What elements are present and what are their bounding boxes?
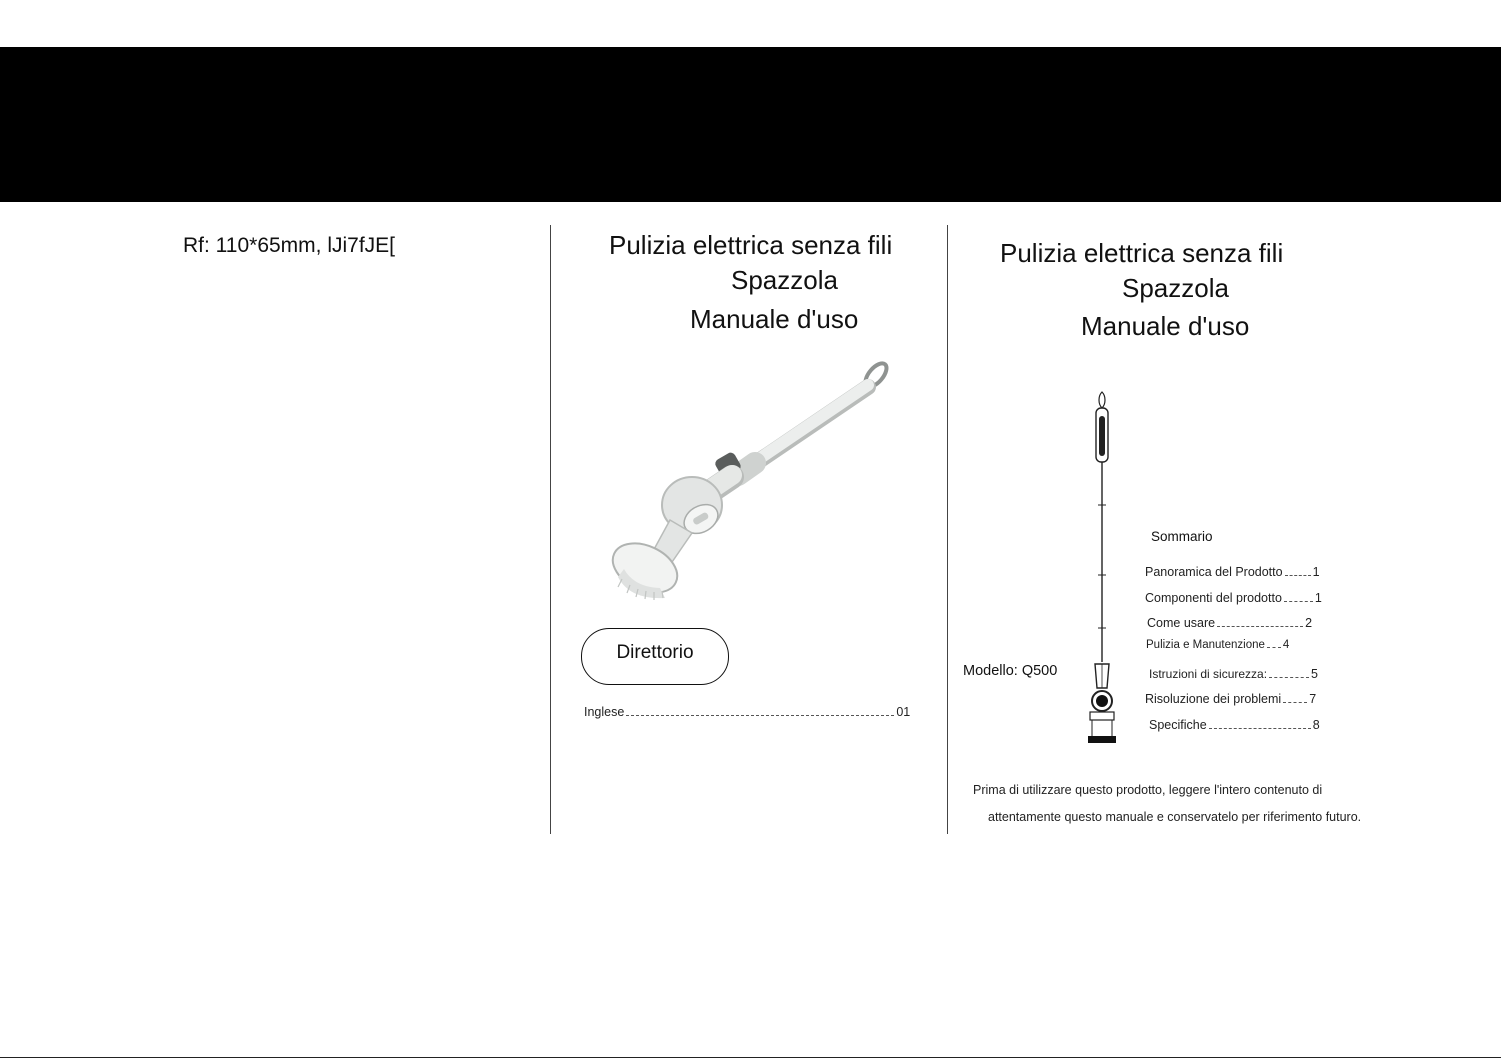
manual-title-line3: Manuale d'uso <box>1081 311 1250 341</box>
product-line-drawing <box>1080 390 1124 748</box>
language-label: Inglese <box>584 705 625 719</box>
column-divider-right <box>947 225 948 834</box>
model-label: Modello: Q500 <box>963 663 1058 679</box>
toc-item[interactable]: Istruzioni di sicurezza: 5 <box>1149 667 1318 681</box>
toc-item[interactable]: Come usare 2 <box>1147 616 1313 630</box>
directory-button[interactable]: Direttorio <box>581 628 729 685</box>
header-band <box>0 47 1501 202</box>
manual-title-line1: Pulizia elettrica senza fili <box>1000 238 1284 268</box>
column-divider-left <box>550 225 551 834</box>
dot-leader <box>626 715 894 716</box>
cover-title-line2: Spazzola <box>731 265 838 295</box>
toc-item[interactable]: Specifiche 8 <box>1149 718 1320 732</box>
language-entry[interactable] <box>584 705 910 719</box>
language-page: 01 <box>896 705 911 719</box>
manual-title-line2: Spazzola <box>1122 273 1229 303</box>
reference-label: Rf: 110*65mm, lJi7fJE[ <box>183 234 396 257</box>
toc-item[interactable]: Panoramica del Prodotto 1 <box>1145 565 1320 579</box>
cover-title-line1: Pulizia elettrica senza fili <box>609 230 893 260</box>
contents-heading: Sommario <box>1151 529 1213 544</box>
cover-title-line3: Manuale d'uso <box>690 304 859 334</box>
toc-item[interactable]: Risoluzione dei problemi 7 <box>1145 692 1317 706</box>
usage-note-line1: Prima di utilizzare questo prodotto, leggere l'intero contenuto di <box>973 783 1323 797</box>
bottom-rule <box>0 1057 1501 1058</box>
usage-note-line2: attentamente questo manuale e conservatelo per riferimento futuro. <box>988 810 1362 824</box>
toc-item[interactable]: Pulizia e Manutenzione 4 <box>1146 639 1290 651</box>
toc-item[interactable]: Componenti del prodotto 1 <box>1145 591 1322 605</box>
product-photo <box>600 355 900 610</box>
